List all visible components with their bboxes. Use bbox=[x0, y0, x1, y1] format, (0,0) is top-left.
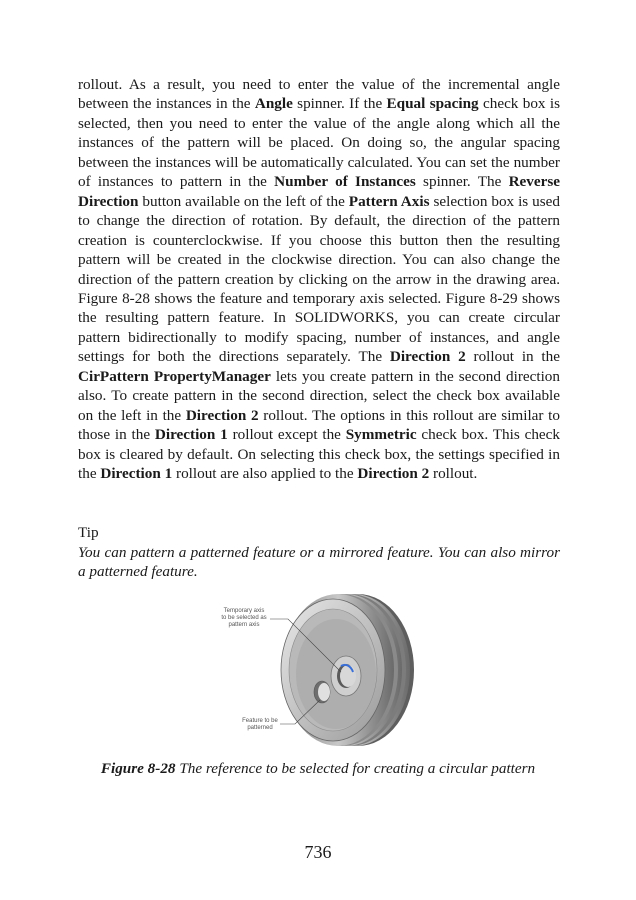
bold-term: Equal spacing bbox=[386, 95, 479, 113]
text-run: check box is selected, then you need to enter the value of the angle along which all the instances of the pattern will be placed. On doing so, the angular spacing between the instances will be automatically calculated. You can set the number of instances to pattern in the bbox=[78, 95, 560, 191]
bold-term: Direction 1 bbox=[154, 426, 228, 444]
bold-term: Reverse Direction bbox=[78, 173, 561, 210]
text-run: lets you create pattern in the second direction also. To create pattern in the second direction, select the check box available on the left in the bbox=[78, 367, 560, 424]
figure-caption-text: The reference to be selected for creating a circular pattern bbox=[175, 760, 536, 777]
bold-term: Direction 1 bbox=[100, 465, 173, 483]
bold-term: Number of Instances bbox=[274, 173, 416, 191]
text-run: spinner. The bbox=[415, 173, 509, 191]
callout-axis-line-2: to be selected as bbox=[221, 615, 267, 621]
callout-axis-line-3: pattern axis bbox=[228, 622, 260, 628]
bold-term: Direction 2 bbox=[185, 406, 259, 424]
callout-feature-label bbox=[242, 718, 278, 731]
figure-caption-label: Figure 8-28 bbox=[100, 760, 176, 777]
body-paragraph bbox=[78, 75, 560, 484]
pulley-illustration bbox=[200, 592, 430, 752]
text-run: rollout. bbox=[429, 465, 478, 483]
bold-term: Angle bbox=[254, 95, 293, 113]
bold-term: Direction 2 bbox=[357, 465, 430, 483]
page-number: 736 bbox=[304, 842, 332, 862]
text-run: rollout. As a result, you need to enter the value of the incremental angle between the instances in the bbox=[78, 76, 560, 113]
feature-hole bbox=[314, 681, 330, 703]
pulley-hub bbox=[331, 656, 361, 696]
callout-feature-line-2: patterned bbox=[247, 725, 273, 731]
bold-term: Direction 2 bbox=[389, 348, 466, 366]
tip-label: Tip bbox=[78, 524, 99, 541]
figure-pulley bbox=[200, 592, 430, 752]
bold-term: Symmetric bbox=[345, 426, 417, 444]
tip-text: You can pattern a patterned feature or a mirrored feature. You can also mirror a patterned feature. bbox=[78, 544, 560, 581]
bold-term: Pattern Axis bbox=[348, 192, 430, 210]
figure-caption bbox=[0, 760, 636, 778]
text-run: selection box is used to change the direction of rotation. By default, the direction of the pattern creation is counterclockwise. If you choose this button then the resulting pattern will be created in the clockwise direction. You can also change the direction of the pattern creation by clicking on the arrow in the drawing area. Figure 8-28 shows the feature and temporary axis selected. Figure 8-29 shows the resulting pattern feature. In SOLIDWORKS, you can create circular pattern bidirectionally to modify spacing, number of instances, and angle settings for both the directions separately. The bbox=[78, 192, 560, 366]
text-run: rollout in the bbox=[465, 348, 560, 366]
callout-axis-label bbox=[221, 608, 266, 628]
text-run: rollout. The options in this rollout are similar to those in the bbox=[78, 406, 560, 444]
callout-feature-line-1: Feature to be bbox=[242, 718, 278, 724]
text-run: spinner. If the bbox=[292, 95, 387, 113]
callout-axis-line-1: Temporary axis bbox=[223, 608, 265, 614]
bold-term: CirPattern PropertyManager bbox=[78, 367, 271, 385]
text-run: check box. This check box is cleared by default. On selecting this check box, the settings specified in the bbox=[78, 426, 560, 483]
text-run: rollout are also applied to the bbox=[172, 465, 358, 483]
text-run: rollout except the bbox=[227, 426, 346, 444]
text-run: button available on the left of the bbox=[138, 192, 349, 210]
